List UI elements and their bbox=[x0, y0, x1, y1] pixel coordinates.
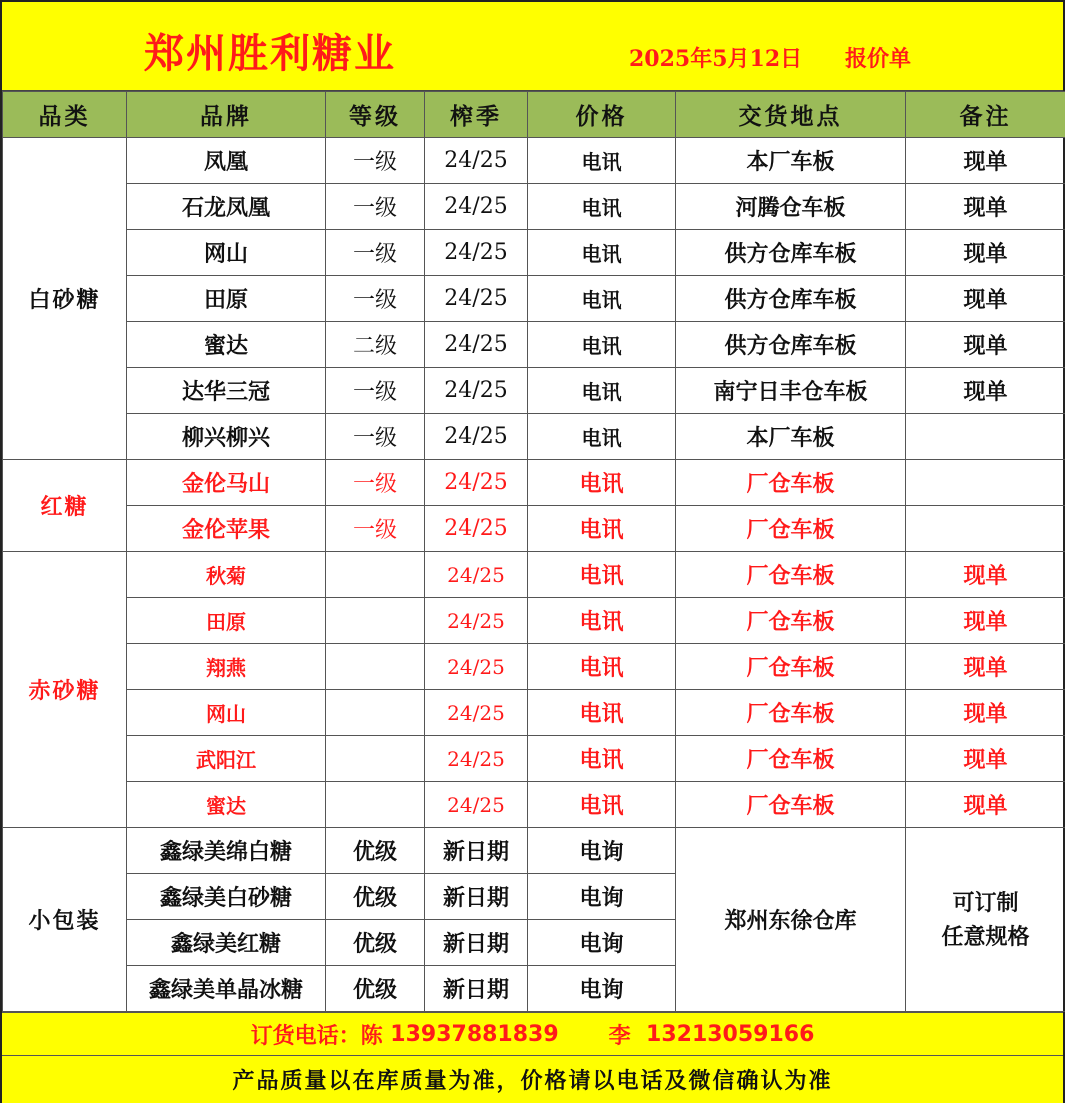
grade-cell: 优级 bbox=[326, 874, 425, 920]
note-cell: 现单 bbox=[906, 368, 1065, 414]
note-cell: 现单 bbox=[906, 322, 1065, 368]
season-cell: 新日期 bbox=[425, 920, 528, 966]
table-row bbox=[3, 690, 1065, 736]
location-cell: 厂仓车板 bbox=[676, 644, 906, 690]
season-cell: 新日期 bbox=[425, 828, 528, 874]
note-cell bbox=[906, 414, 1065, 460]
grade-cell: 一级 bbox=[326, 230, 425, 276]
season-cell: 24/25 bbox=[425, 184, 528, 230]
grade-cell: 一级 bbox=[326, 368, 425, 414]
grade-cell: 二级 bbox=[326, 322, 425, 368]
location-cell: 厂仓车板 bbox=[676, 782, 906, 828]
price-cell: 电询 bbox=[528, 966, 676, 1012]
quote-date: 2025年5月12日 bbox=[629, 46, 803, 72]
table-row bbox=[3, 644, 1065, 690]
price-cell: 电讯 bbox=[528, 736, 676, 782]
note-cell bbox=[906, 460, 1065, 506]
season-cell: 24/25 bbox=[425, 276, 528, 322]
location-cell: 南宁日丰仓车板 bbox=[676, 368, 906, 414]
brand-cell: 田原 bbox=[127, 598, 326, 644]
brand-cell: 凤凰 bbox=[127, 138, 326, 184]
grade-cell: 一级 bbox=[326, 414, 425, 460]
brand-cell: 达华三冠 bbox=[127, 368, 326, 414]
category-small-pack: 小包装 bbox=[3, 828, 127, 1012]
note-cell: 现单 bbox=[906, 644, 1065, 690]
season-cell: 24/25 bbox=[425, 414, 528, 460]
table-row bbox=[3, 828, 1065, 874]
grade-cell bbox=[326, 644, 425, 690]
table-row bbox=[3, 230, 1065, 276]
brand-cell: 鑫绿美单晶冰糖 bbox=[127, 966, 326, 1012]
season-cell: 24/25 bbox=[425, 690, 528, 736]
price-cell: 电讯 bbox=[528, 414, 676, 460]
grade-cell: 一级 bbox=[326, 184, 425, 230]
col-header-price: 价格 bbox=[528, 92, 676, 138]
price-cell: 电讯 bbox=[528, 598, 676, 644]
brand-cell: 柳兴柳兴 bbox=[127, 414, 326, 460]
brand-cell: 田原 bbox=[127, 276, 326, 322]
table-row bbox=[3, 460, 1065, 506]
table-row bbox=[3, 414, 1065, 460]
location-cell: 厂仓车板 bbox=[676, 736, 906, 782]
phone-number-2[interactable]: 13213059166 bbox=[646, 1021, 815, 1047]
grade-cell: 优级 bbox=[326, 920, 425, 966]
pack-note-line1: 可订制 bbox=[952, 889, 1019, 916]
table-row bbox=[3, 782, 1065, 828]
price-cell: 电询 bbox=[528, 874, 676, 920]
grade-cell: 一级 bbox=[326, 460, 425, 506]
brand-cell: 金伦马山 bbox=[127, 460, 326, 506]
table-row bbox=[3, 184, 1065, 230]
phone-number-1[interactable]: 13937881839 bbox=[390, 1021, 559, 1047]
location-cell: 本厂车板 bbox=[676, 414, 906, 460]
grade-cell: 优级 bbox=[326, 828, 425, 874]
price-cell: 电讯 bbox=[528, 460, 676, 506]
table-row bbox=[3, 552, 1065, 598]
location-cell: 供方仓库车板 bbox=[676, 276, 906, 322]
table-row bbox=[3, 506, 1065, 552]
season-cell: 24/25 bbox=[425, 322, 528, 368]
grade-cell bbox=[326, 690, 425, 736]
note-cell: 现单 bbox=[906, 552, 1065, 598]
table-row bbox=[3, 368, 1065, 414]
season-cell: 24/25 bbox=[425, 644, 528, 690]
pack-location-cell: 郑州东徐仓库 bbox=[676, 828, 906, 1012]
note-cell: 现单 bbox=[906, 736, 1065, 782]
season-cell: 24/25 bbox=[425, 460, 528, 506]
grade-cell: 一级 bbox=[326, 276, 425, 322]
table-row bbox=[3, 736, 1065, 782]
grade-cell: 优级 bbox=[326, 966, 425, 1012]
col-header-location: 交货地点 bbox=[676, 92, 906, 138]
table-row bbox=[3, 276, 1065, 322]
grade-cell bbox=[326, 552, 425, 598]
category-raw-sugar: 赤砂糖 bbox=[3, 552, 127, 828]
price-cell: 电讯 bbox=[528, 552, 676, 598]
document-type: 报价单 bbox=[845, 46, 912, 72]
table-row bbox=[3, 138, 1065, 184]
note-cell bbox=[906, 506, 1065, 552]
price-cell: 电讯 bbox=[528, 138, 676, 184]
note-cell: 现单 bbox=[906, 138, 1065, 184]
location-cell: 厂仓车板 bbox=[676, 598, 906, 644]
order-phone-label: 订货电话：陈 bbox=[250, 1023, 383, 1049]
season-cell: 24/25 bbox=[425, 552, 528, 598]
grade-cell: 一级 bbox=[326, 506, 425, 552]
grade-cell: 一级 bbox=[326, 138, 425, 184]
season-cell: 24/25 bbox=[425, 736, 528, 782]
location-cell: 厂仓车板 bbox=[676, 690, 906, 736]
note-cell: 现单 bbox=[906, 184, 1065, 230]
location-cell: 厂仓车板 bbox=[676, 506, 906, 552]
location-cell: 厂仓车板 bbox=[676, 460, 906, 506]
brand-cell: 蜜达 bbox=[127, 322, 326, 368]
pack-note-line2: 任意规格 bbox=[941, 923, 1030, 950]
season-cell: 24/25 bbox=[425, 506, 528, 552]
col-header-grade: 等级 bbox=[326, 92, 425, 138]
note-cell: 现单 bbox=[906, 598, 1065, 644]
brand-cell: 鑫绿美红糖 bbox=[127, 920, 326, 966]
col-header-season: 榨季 bbox=[425, 92, 528, 138]
category-white-sugar: 白砂糖 bbox=[3, 138, 127, 460]
season-cell: 24/25 bbox=[425, 598, 528, 644]
price-cell: 电讯 bbox=[528, 644, 676, 690]
season-cell: 24/25 bbox=[425, 368, 528, 414]
disclaimer-text: 产品质量以在库质量为准，价格请以电话及微信确认为准 bbox=[232, 1068, 833, 1094]
price-cell: 电讯 bbox=[528, 782, 676, 828]
brand-cell: 石龙凤凰 bbox=[127, 184, 326, 230]
col-header-note: 备注 bbox=[906, 92, 1065, 138]
season-cell: 24/25 bbox=[425, 230, 528, 276]
grade-cell bbox=[326, 598, 425, 644]
note-cell: 现单 bbox=[906, 690, 1065, 736]
grade-cell bbox=[326, 736, 425, 782]
table-row bbox=[3, 322, 1065, 368]
season-cell: 新日期 bbox=[425, 966, 528, 1012]
title-bar bbox=[2, 2, 1063, 91]
company-name: 郑州胜利糖业 bbox=[144, 30, 396, 77]
price-cell: 电讯 bbox=[528, 690, 676, 736]
location-cell: 供方仓库车板 bbox=[676, 322, 906, 368]
note-cell: 现单 bbox=[906, 782, 1065, 828]
note-cell: 现单 bbox=[906, 230, 1065, 276]
season-cell: 新日期 bbox=[425, 874, 528, 920]
col-header-category: 品类 bbox=[3, 92, 127, 138]
price-table bbox=[2, 91, 1065, 1012]
brand-cell: 蜜达 bbox=[127, 782, 326, 828]
category-brown-sugar: 红糖 bbox=[3, 460, 127, 552]
price-cell: 电讯 bbox=[528, 184, 676, 230]
column-header-row bbox=[3, 92, 1065, 138]
brand-cell: 秋菊 bbox=[127, 552, 326, 598]
brand-cell: 鑫绿美绵白糖 bbox=[127, 828, 326, 874]
disclaimer-bar bbox=[2, 1056, 1063, 1103]
note-cell: 现单 bbox=[906, 276, 1065, 322]
price-cell: 电询 bbox=[528, 920, 676, 966]
location-cell: 厂仓车板 bbox=[676, 552, 906, 598]
grade-cell bbox=[326, 782, 425, 828]
brand-cell: 网山 bbox=[127, 690, 326, 736]
price-cell: 电讯 bbox=[528, 506, 676, 552]
location-cell: 本厂车板 bbox=[676, 138, 906, 184]
price-cell: 电询 bbox=[528, 828, 676, 874]
brand-cell: 武阳江 bbox=[127, 736, 326, 782]
col-header-brand: 品牌 bbox=[127, 92, 326, 138]
table-row bbox=[3, 598, 1065, 644]
brand-cell: 翔燕 bbox=[127, 644, 326, 690]
price-cell: 电讯 bbox=[528, 230, 676, 276]
location-cell: 供方仓库车板 bbox=[676, 230, 906, 276]
brand-cell: 网山 bbox=[127, 230, 326, 276]
season-cell: 24/25 bbox=[425, 782, 528, 828]
season-cell: 24/25 bbox=[425, 138, 528, 184]
location-cell: 河腾仓车板 bbox=[676, 184, 906, 230]
contact-2-name: 李 bbox=[608, 1023, 631, 1049]
pack-note-cell bbox=[906, 828, 1065, 1012]
price-cell: 电讯 bbox=[528, 322, 676, 368]
brand-cell: 鑫绿美白砂糖 bbox=[127, 874, 326, 920]
brand-cell: 金伦苹果 bbox=[127, 506, 326, 552]
price-cell: 电讯 bbox=[528, 276, 676, 322]
price-cell: 电讯 bbox=[528, 368, 676, 414]
order-phone-bar bbox=[2, 1012, 1063, 1056]
